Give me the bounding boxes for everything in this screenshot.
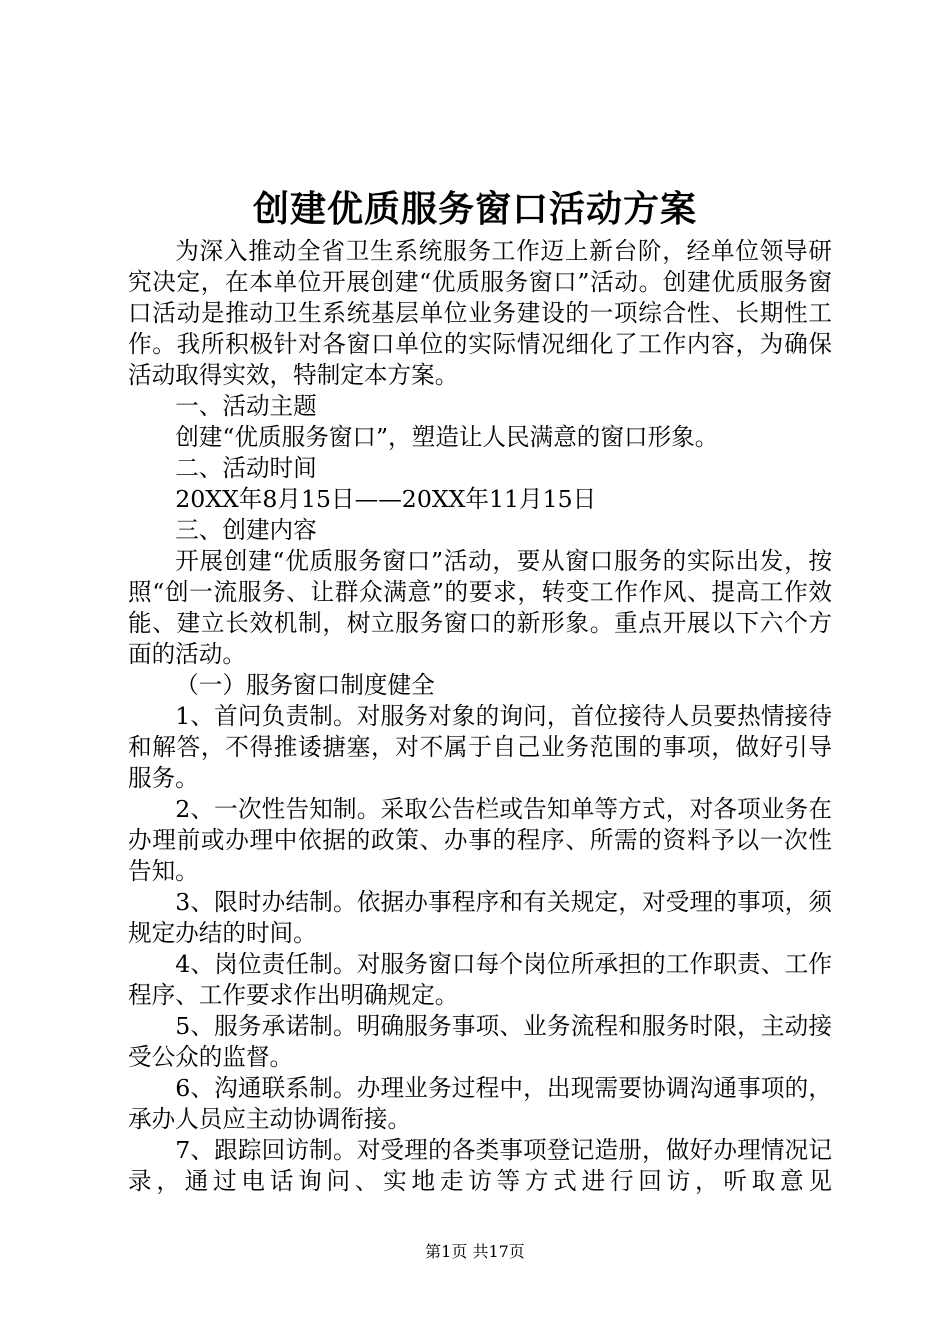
content-paragraph: 开展创建“优质服务窗口”活动，要从窗口服务的实际出发，按照“创一流服务、让群众满意”的要求，转变工作作风、提高工作效能、建立长效机制，树立服务窗口的新形象。重点开展以下六个方面的活动。: [128, 547, 832, 668]
list-item: 6、沟通联系制。办理业务过程中，出现需要协调沟通事项的，承办人员应主动协调衔接。: [128, 1074, 832, 1133]
section-heading-time: 二、活动时间: [175, 454, 317, 482]
list-item: 3、限时办结制。依据办事程序和有关规定，对受理的事项，须规定办结的时间。: [128, 888, 832, 947]
intro-paragraph: 为深入推动全省卫生系统服务工作迈上新台阶，经单位领导研究决定，在本单位开展创建“优质服务窗口”活动。创建优质服务窗口活动是推动卫生系统基层单位业务建设的一项综合性、长期性工作。我所积极针对各窗口单位的实际情况细化了工作内容，为确保活动取得实效，特制定本方案。: [128, 237, 832, 389]
list-item: 7、跟踪回访制。对受理的各类事项登记造册，做好办理情况记录，通过电话询问、实地走访等方式进行回访，听取意见: [128, 1136, 832, 1195]
list-item: 5、服务承诺制。明确服务事项、业务流程和服务时限，主动接受公众的监督。: [128, 1012, 832, 1071]
page-number: 第1页 共17页: [425, 1242, 525, 1261]
list-item: 4、岗位责任制。对服务窗口每个岗位所承担的工作职责、工作程序、工作要求作出明确规定。: [128, 950, 832, 1009]
list-item: 2、一次性告知制。采取公告栏或告知单等方式，对各项业务在办理前或办理中依据的政策、办事的程序、所需的资料予以一次性告知。: [128, 795, 832, 885]
section-heading-theme: 一、活动主题: [175, 392, 317, 420]
section-heading-content: 三、创建内容: [175, 516, 317, 544]
subsection-heading: （一）服务窗口制度健全: [175, 671, 435, 699]
document-title: 创建优质服务窗口活动方案: [252, 188, 697, 230]
theme-paragraph: 创建“优质服务窗口”，塑造让人民满意的窗口形象。: [175, 423, 719, 451]
document-body: [128, 236, 832, 1197]
time-paragraph: 20XX年8月15日——20XX年11月15日: [175, 485, 597, 513]
list-item: 1、首问负责制。对服务对象的询问，首位接待人员要热情接待和解答，不得推诿搪塞，对不属于自己业务范围的事项，做好引导服务。: [128, 702, 832, 792]
